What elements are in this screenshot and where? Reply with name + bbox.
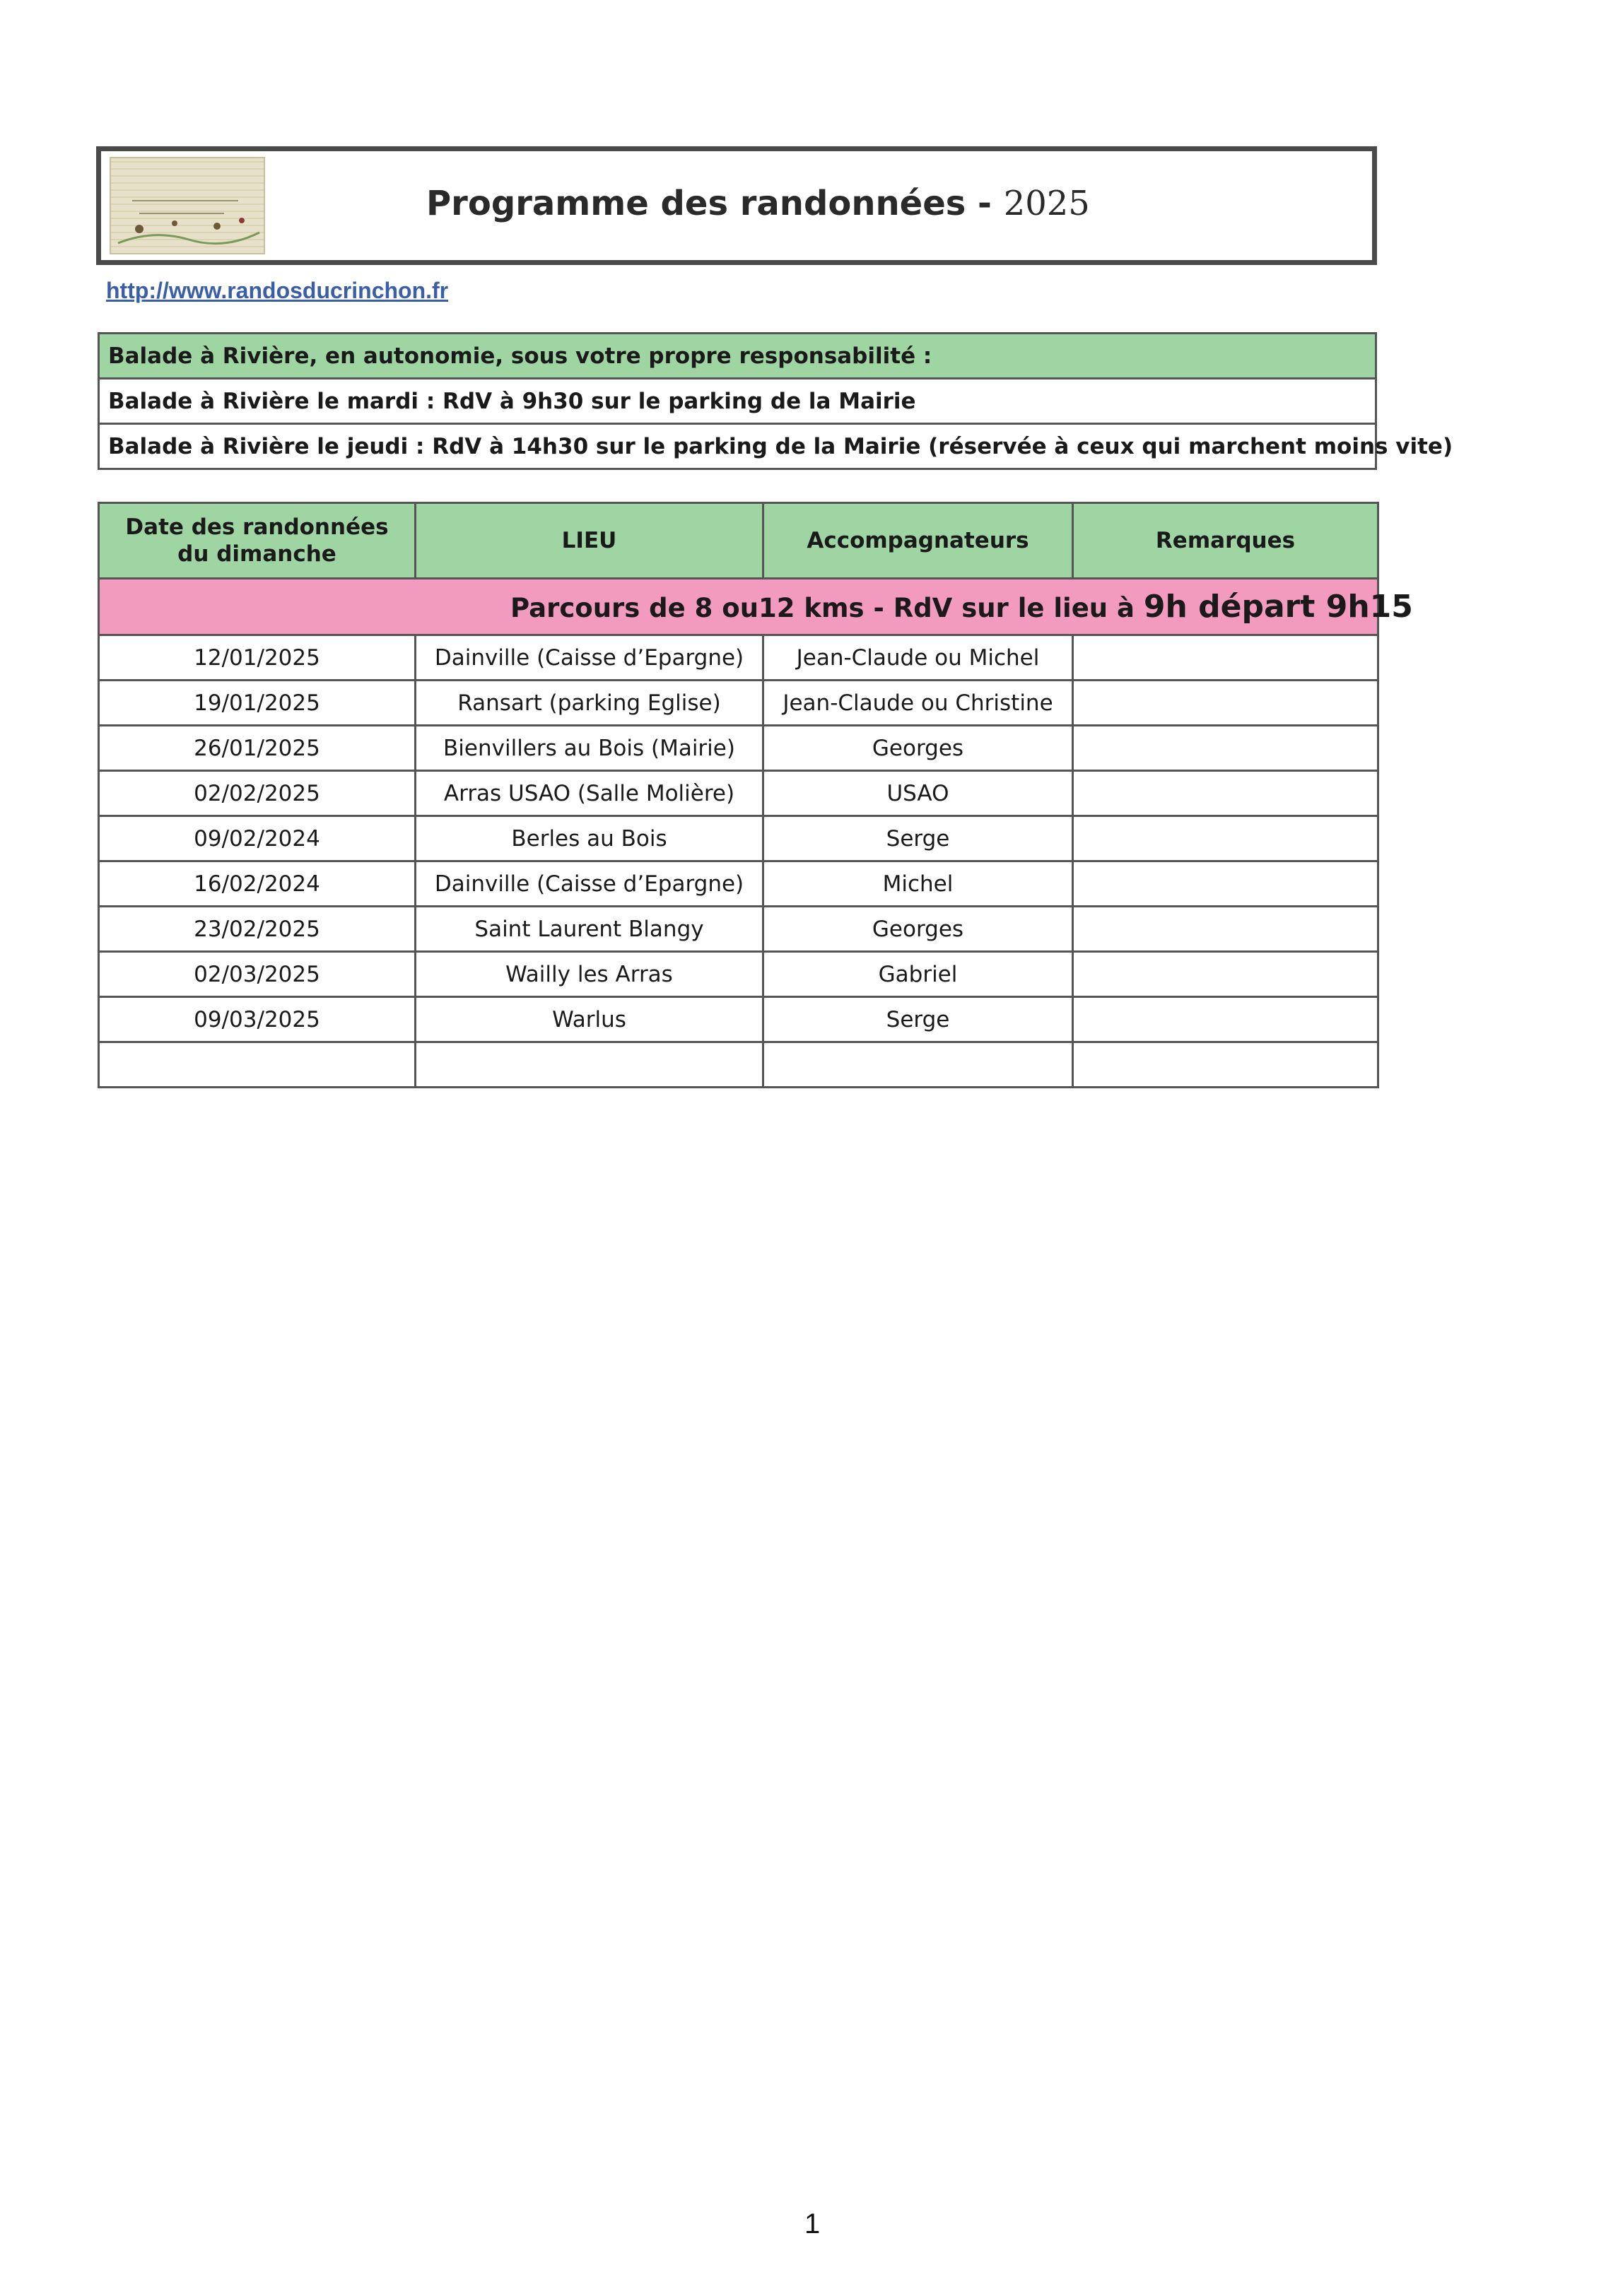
table-row	[99, 952, 1378, 997]
table-header-row	[99, 503, 1378, 579]
program-table	[98, 502, 1413, 1088]
cell-accompagnateurs	[763, 1042, 1073, 1088]
page-number: 1	[804, 2208, 821, 2239]
cell-lieu: Saint Laurent Blangy	[416, 907, 763, 952]
cell-lieu: Warlus	[416, 997, 763, 1042]
info-row	[99, 334, 1376, 379]
cell-date: 02/02/2025	[99, 771, 416, 816]
column-header-accompagnateurs: Accompagnateurs	[763, 503, 1073, 579]
cell-lieu: Arras USAO (Salle Molière)	[416, 771, 763, 816]
cell-lieu: Wailly les Arras	[416, 952, 763, 997]
cell-accompagnateurs: Jean-Claude ou Christine	[763, 681, 1073, 726]
cell-remarques	[1073, 861, 1378, 907]
header-box	[96, 146, 1377, 265]
table-row	[99, 635, 1378, 681]
cell-accompagnateurs: Georges	[763, 726, 1073, 771]
table-row	[99, 681, 1378, 726]
cell-remarques	[1073, 771, 1378, 816]
table-row	[99, 907, 1378, 952]
section-row	[99, 579, 1378, 635]
info-cell: Balade à Rivière le mardi : RdV à 9h30 sur le parking de la Mairie	[99, 379, 1376, 424]
table-row	[99, 771, 1378, 816]
cell-lieu	[416, 1042, 763, 1088]
cell-remarques	[1073, 997, 1378, 1042]
cell-date: 23/02/2025	[99, 907, 416, 952]
cell-date: 16/02/2024	[99, 861, 416, 907]
cell-accompagnateurs: Jean-Claude ou Michel	[763, 635, 1073, 681]
info-cell: Balade à Rivière, en autonomie, sous votre propre responsabilité :	[99, 334, 1376, 379]
info-row	[99, 424, 1376, 469]
club-logo	[110, 157, 265, 254]
cell-accompagnateurs: Georges	[763, 907, 1073, 952]
logo-drawing-icon	[111, 158, 264, 253]
table-row	[99, 726, 1378, 771]
cell-remarques	[1073, 681, 1378, 726]
cell-date: 09/02/2024	[99, 816, 416, 861]
cell-remarques	[1073, 635, 1378, 681]
cell-date: 02/03/2025	[99, 952, 416, 997]
title-text: Programme des randonnées -	[426, 184, 992, 223]
cell-accompagnateurs: Serge	[763, 997, 1073, 1042]
cell-lieu: Dainville (Caisse d’Epargne)	[416, 861, 763, 907]
title-year: 2025	[1003, 184, 1090, 223]
cell-lieu: Berles au Bois	[416, 816, 763, 861]
cell-remarques	[1073, 952, 1378, 997]
section-emphasis: 9h départ 9h15	[1143, 589, 1413, 625]
cell-date: 19/01/2025	[99, 681, 416, 726]
cell-accompagnateurs: Serge	[763, 816, 1073, 861]
cell-remarques	[1073, 907, 1378, 952]
cell-remarques	[1073, 816, 1378, 861]
cell-lieu: Ransart (parking Eglise)	[416, 681, 763, 726]
cell-lieu: Dainville (Caisse d’Epargne)	[416, 635, 763, 681]
page-title	[426, 184, 1204, 223]
table-row	[99, 997, 1378, 1042]
column-header-date: Date des randonnées du dimanche	[99, 503, 416, 579]
section-cell	[99, 579, 1413, 635]
table-row	[99, 1042, 1378, 1088]
column-header-lieu: LIEU	[416, 503, 763, 579]
column-header-remarques: Remarques	[1073, 503, 1378, 579]
cell-remarques	[1073, 726, 1378, 771]
website-link[interactable]: http://www.randosducrinchon.fr	[106, 278, 449, 303]
cell-accompagnateurs: Gabriel	[763, 952, 1073, 997]
cell-date	[99, 1042, 416, 1088]
table-row	[99, 861, 1378, 907]
cell-date: 09/03/2025	[99, 997, 416, 1042]
section-text: Parcours de 8 ou12 kms - RdV sur le lieu à	[510, 593, 1144, 623]
cell-remarques	[1073, 1042, 1378, 1088]
cell-lieu: Bienvillers au Bois (Mairie)	[416, 726, 763, 771]
section-label	[100, 589, 1413, 625]
cell-accompagnateurs: USAO	[763, 771, 1073, 816]
cell-date: 12/01/2025	[99, 635, 416, 681]
info-cell: Balade à Rivière le jeudi : RdV à 14h30 sur le parking de la Mairie (réservée à ceux qui marchent moins vite)	[99, 424, 1376, 469]
info-table	[98, 332, 1453, 470]
table-row	[99, 816, 1378, 861]
cell-accompagnateurs: Michel	[763, 861, 1073, 907]
info-row	[99, 379, 1376, 424]
cell-date: 26/01/2025	[99, 726, 416, 771]
